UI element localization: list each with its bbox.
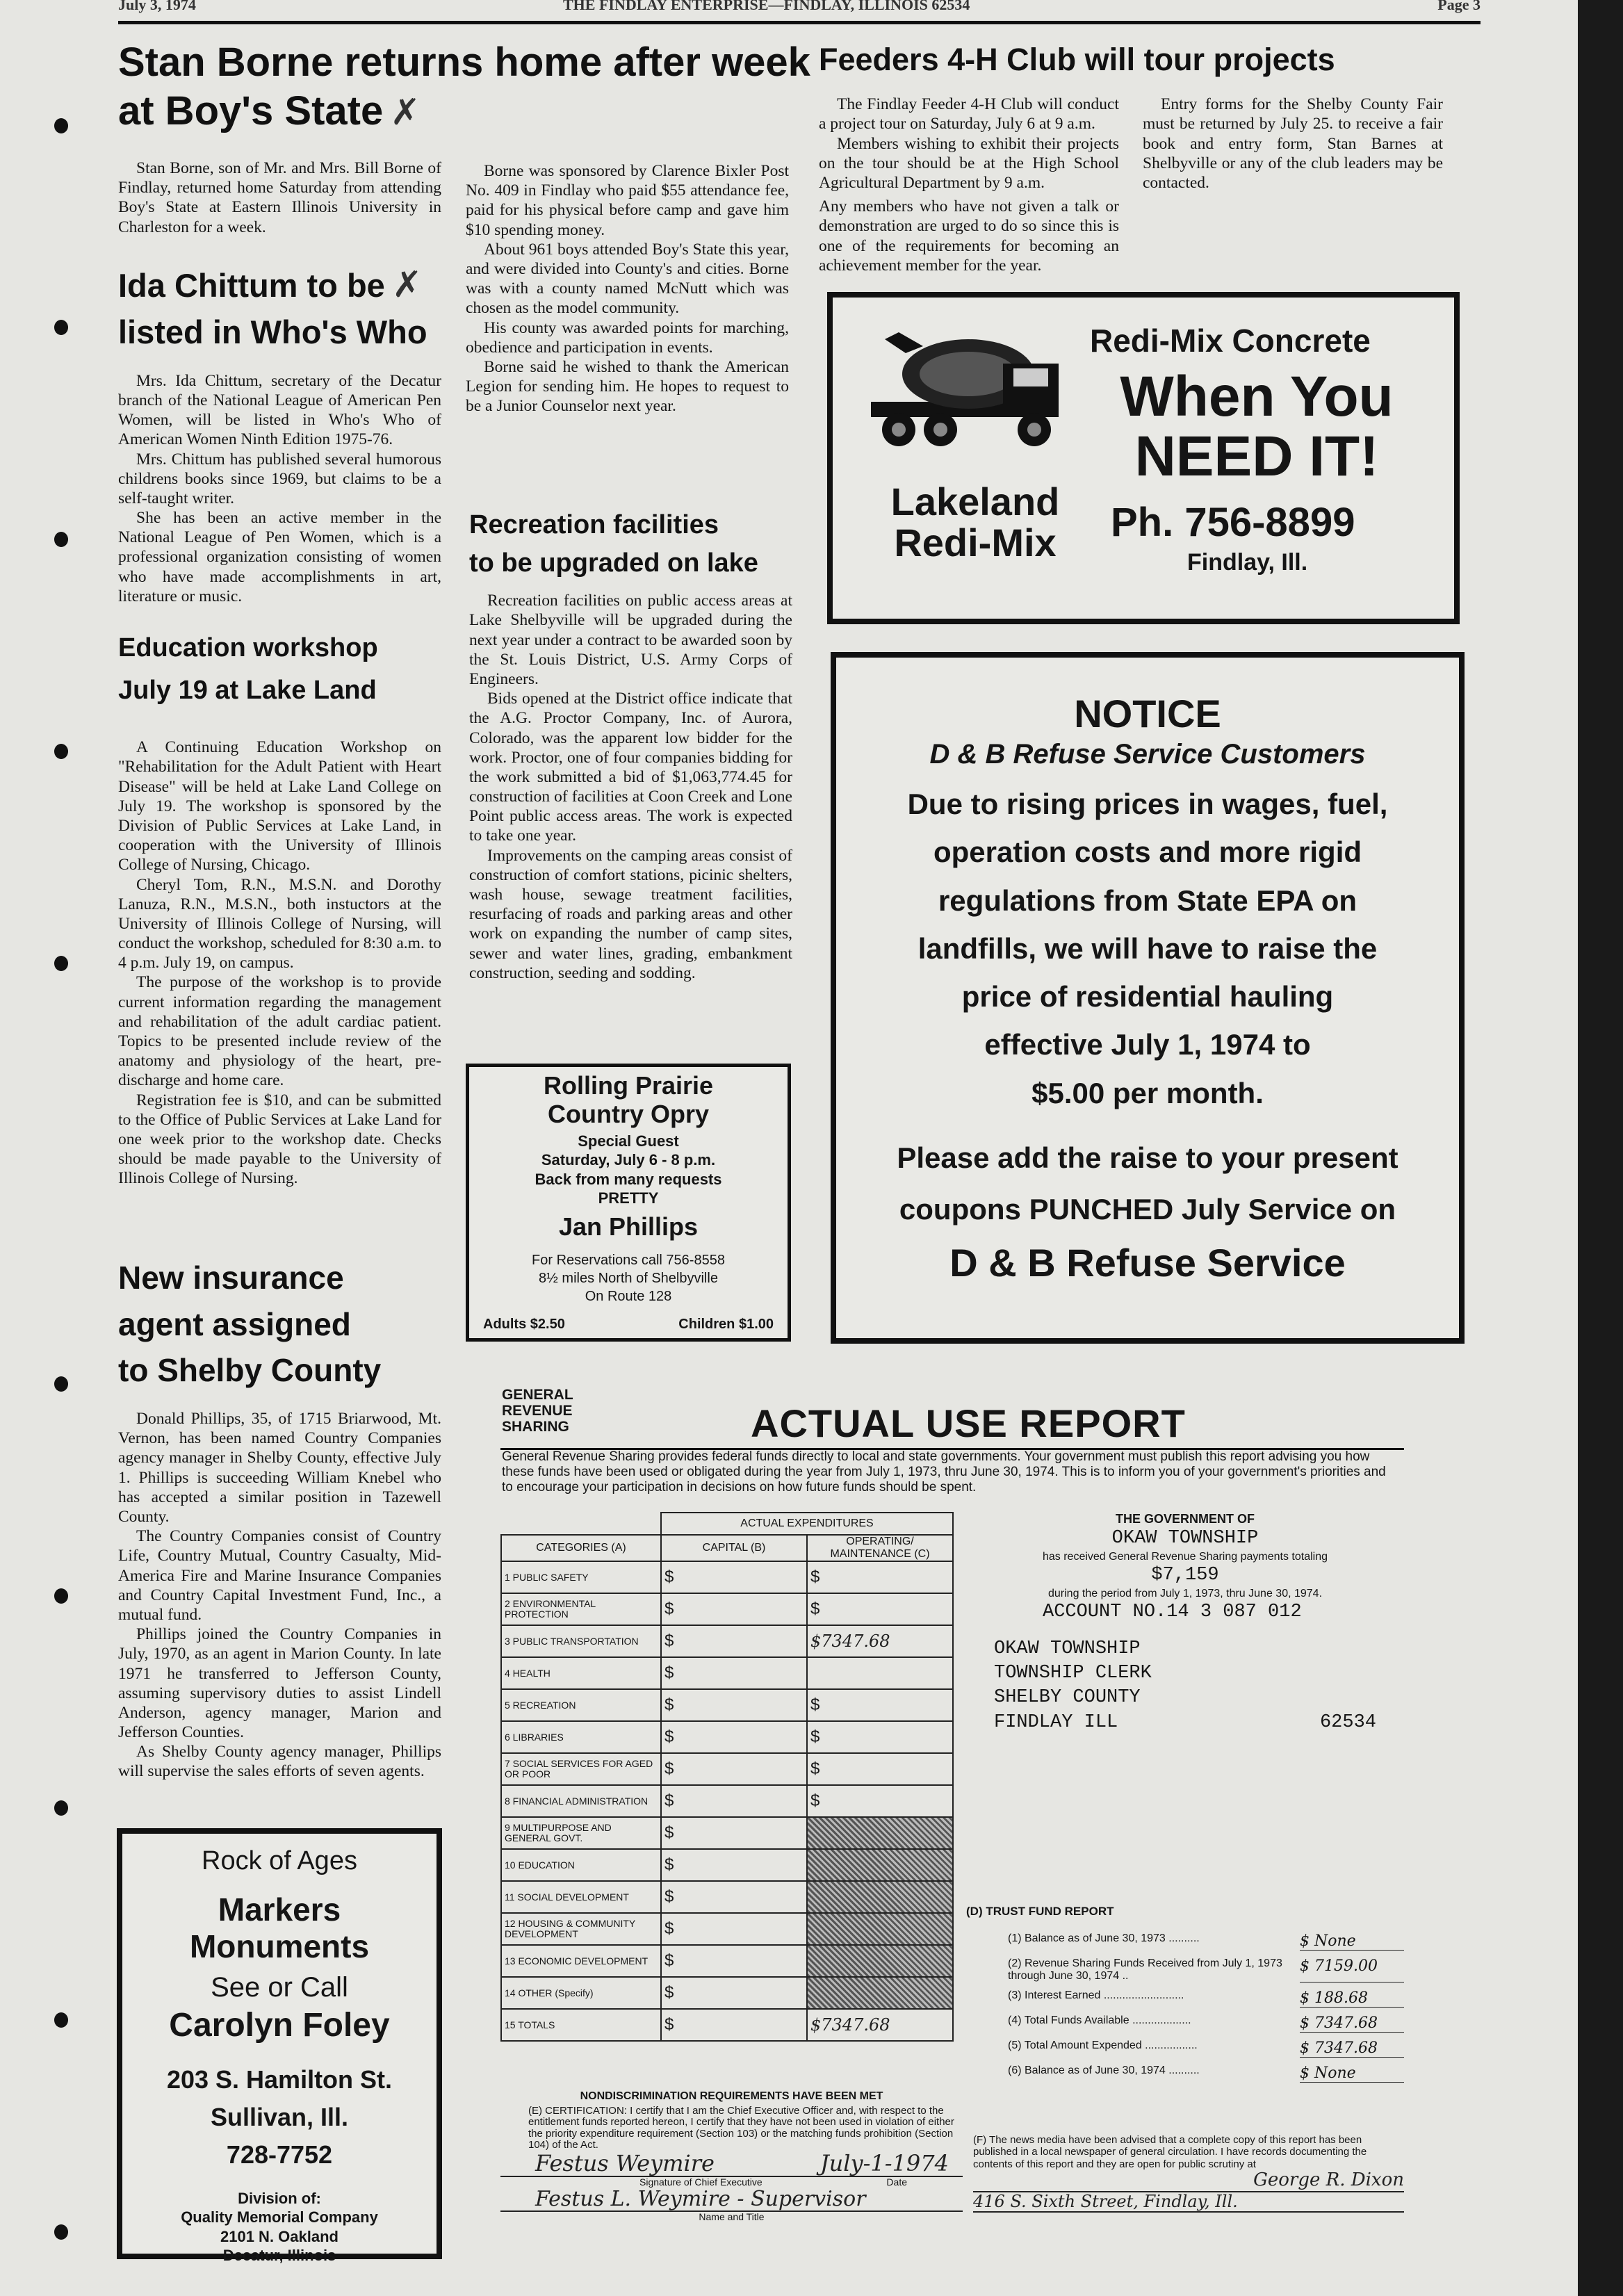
trust-row [1008,2039,1404,2058]
expenditure-operating [807,1817,953,1849]
media-text: (F) The news media have been advised that a complete copy of this report has been published in a local newspaper of general circulation. I have records documenting the contents of this report and they are open for public scrutiny at [973,2134,1367,2170]
feeders-col2 [1143,95,1443,275]
gov-address-4 [966,1711,1404,1735]
binder-hole [54,1800,68,1816]
check-mark-icon: ✗ [391,264,423,306]
opry-pretty: PRETTY [598,1189,659,1207]
rock-ad-see: See or Call [211,1971,348,2003]
trust-value: $ 7347.68 [1300,2014,1404,2033]
media-hand-address: 416 S. Sixth Street, Findlay, Ill. [973,2192,1404,2213]
trust-label: (6) Balance as of June 30, 1974 .......... [1008,2065,1200,2076]
col-header-capital: CAPITAL (B) [661,1535,807,1561]
trust-label: (4) Total Funds Available ................... [1008,2014,1191,2026]
masthead [118,0,1481,24]
notice-line: Due to rising prices in wages, fuel, [907,788,1388,820]
opry-route: On Route 128 [585,1288,672,1304]
concrete-ad-town: Findlay, Ill. [1187,549,1308,576]
notice-line: regulations from State EPA on [938,884,1357,917]
expenditure-category: 9 MULTIPURPOSE AND GENERAL GOVT. [501,1817,661,1849]
expenditure-operating [807,1881,953,1913]
signature-label: Signature of Chief Executive [639,2176,762,2188]
expenditure-operating: $7347.68 [807,2009,953,2041]
opry-child-price: Children $1.00 [678,1317,774,1332]
concrete-ad-company-2: Redi-Mix [894,520,1057,564]
expenditure-category: 8 FINANCIAL ADMINISTRATION [501,1785,661,1817]
rock-ad-name: Carolyn Foley [169,2006,390,2044]
rock-ad-company: Quality Memorial Company [181,2208,378,2226]
borne-headline: Stan Borne returns home after week at Boy's State ✗ [118,40,810,133]
cement-truck-icon [864,325,1066,454]
binder-hole [54,1376,68,1392]
recreation-article [469,506,792,983]
expenditure-category: 6 LIBRARIES [501,1721,661,1753]
expenditure-row [501,2009,953,2041]
rock-ad-title: Rock of Ages [202,1846,357,1875]
expenditure-capital: $ [661,1785,807,1817]
trust-rows [966,1919,1404,2083]
expenditure-capital: $ [661,1913,807,1945]
expenditure-row [501,1881,953,1913]
borne-article-col1 [118,158,441,237]
insurance-paragraph: The Country Companies consist of Country Life, Country Mutual, Country Casualty, Mid-America Fire and Marine Insurance Companies and Country Capital Investment Fund, Inc., a mutual fund. [118,1527,441,1624]
signature-date: July-1-1974 [819,2149,949,2176]
expenditure-row [501,1625,953,1657]
media-block [973,2134,1404,2213]
expenditure-capital: $ [661,1625,807,1657]
expenditure-row [501,1657,953,1689]
notice-line: Please add the raise to your present [897,1141,1398,1175]
signature-line [500,2151,963,2177]
insurance-headline-3: to Shelby County [118,1352,382,1389]
gov-account: ACCOUNT NO.14 3 087 012 [1043,1602,1302,1623]
expenditure-category: 5 RECREATION [501,1689,661,1721]
chittum-article [118,263,441,606]
expenditures-table [500,1512,954,2042]
rock-ad-company-address: 2101 N. Oakland [220,2227,339,2245]
chittum-paragraph: Mrs. Chittum has published several humorous childrens books since 1969, but claims to be a self-taught writer. [118,450,441,507]
binder-hole [54,2224,68,2240]
expenditure-row [501,1945,953,1977]
insurance-paragraph: As Shelby County agency manager, Phillips will supervise the sales efforts of seven agents. [118,1743,441,1781]
expenditure-operating [807,1977,953,2009]
trust-row [1008,1932,1404,1951]
notice-line: price of residential hauling [961,980,1334,1013]
col-header-operating: OPERATING/ MAINTENANCE (C) [807,1535,953,1561]
report-gr-3: SHARING [502,1419,569,1435]
trust-row [1008,2014,1404,2033]
expenditure-operating: $ [807,1721,953,1753]
opry-prices [483,1317,774,1333]
feeders-paragraph: Any members who have not given a talk or demonstration are urged to do so since this is one of the requirements for becoming an achievement member for the year. [819,197,1119,275]
recreation-paragraph: Improvements on the camping areas consist of construction of comfort stations, picinic shelters, wash house, sewage treatment facilities, resurfacing of roads and parking areas and other work on expanding the number of camp sites, sewer and water lines, grading, embankment construction, seeding and sodding. [469,846,792,982]
rock-ad-address: 203 S. Hamilton St. [166,2065,393,2094]
concrete-ad-slogan-2: NEED IT! [1134,425,1379,489]
check-mark-icon: ✗ [390,91,421,133]
binder-hole [54,2012,68,2028]
trust-title: (D) TRUST FUND REPORT [966,1905,1114,1918]
trust-label: (1) Balance as of June 30, 1973 .......... [1008,1932,1200,1944]
binder-hole [54,1588,68,1604]
rock-ad-monuments: Monuments [189,1928,370,1964]
expenditure-row [501,1561,953,1593]
insurance-headline-1: New insurance [118,1260,344,1296]
expenditure-operating: $7347.68 [807,1625,953,1657]
expenditure-row [501,1593,953,1625]
expenditure-capital: $ [661,1561,807,1593]
concrete-ad-tagline: Redi-Mix Concrete [1090,323,1371,359]
gov-period: during the period from July 1, 1973, thru June 30, 1974. [1047,1588,1323,1600]
expenditure-category: 10 EDUCATION [501,1849,661,1881]
opry-date: Saturday, July 6 - 8 p.m. [541,1151,716,1169]
report-gr-label [502,1387,573,1435]
concrete-ad-company [867,482,1083,564]
notice-line: landfills, we will have to raise the [917,931,1378,965]
feeders-headline: Feeders 4-H Club will tour projects [819,42,1335,77]
feeders-paragraph: Entry forms for the Shelby County Fair must be returned by July 25. to receive a fair book and entry form, Stan Barnes at Shelbyville or any of the club leaders may be contacted. [1143,95,1443,192]
notice-line: effective July 1, 1974 to [984,1028,1311,1061]
expenditure-operating [807,1945,953,1977]
rock-ad-phone: 728-7752 [226,2140,333,2169]
binder-hole [54,956,68,971]
date-label: Date [886,2176,907,2188]
expenditure-row [501,1849,953,1881]
expenditure-operating: $ [807,1753,953,1785]
gov-address-3: SHELBY COUNTY [994,1687,1141,1709]
expenditure-capital: $ [661,1849,807,1881]
notice-subtitle: D & B Refuse Service Customers [929,739,1366,770]
masthead-paper: THE FINDLAY ENTERPRISE—FINDLAY, ILLINOIS 62534 [563,0,970,13]
expenditure-category: 13 ECONOMIC DEVELOPMENT [501,1945,661,1977]
borne-paragraph: Borne said he wished to thank the American Legion for sending him. He hopes to request to be a Junior Counselor next year. [466,357,789,416]
expenditure-capital: $ [661,1817,807,1849]
concrete-ad-slogan-1: When You [1120,365,1394,428]
opry-miles: 8½ miles North of Shelbyville [539,1270,718,1286]
opry-title-1: Rolling Prairie [543,1071,714,1100]
expenditure-category: 2 ENVIRONMENTAL PROTECTION [501,1593,661,1625]
actual-use-report [500,1387,1408,2263]
expenditure-operating [807,1913,953,1945]
expenditure-category: 1 PUBLIC SAFETY [501,1561,661,1593]
redi-mix-concrete-ad [827,292,1460,624]
workshop-paragraph: Cheryl Tom, R.N., M.S.N. and Dorothy Lanuza, R.N., M.S.N., both instuctors at the University of Illinois College of Nursing, will conduct the workshop, scheduled for 8:30 a.m. to 4 p.m. July 19, on campus. [118,875,441,972]
workshop-paragraph: The purpose of the workshop is to provide current information regarding the management and rehabilitation of the adult cardiac patient. Topics to be presented include review of the anatomy and physiology of the heart, pre-discharge and home care. [118,973,441,1090]
chittum-paragraph: She has been an active member in the National League of Pen Women, which is a professional organization consisting of women who have made accomplishments in art, literature or music. [118,509,441,605]
col-header-categories: CATEGORIES (A) [501,1535,661,1561]
binder-hole [54,320,68,335]
report-title: ACTUAL USE REPORT [751,1401,1186,1445]
expenditure-operating: $ [807,1689,953,1721]
workshop-headline-1: Education workshop [118,633,378,662]
recreation-headline-1: Recreation facilities [469,510,719,539]
expenditure-operating: $ [807,1785,953,1817]
recreation-headline-2: to be upgraded on lake [469,548,758,578]
expenditure-category: 3 PUBLIC TRANSPORTATION [501,1625,661,1657]
borne-paragraph: Borne was sponsored by Clarence Bixler Post No. 409 in Findlay who paid $55 attendance fee, paid for his physical before camp and gave him $10 spending money. [466,162,789,239]
actual-expenditures-header: ACTUAL EXPENDITURES [661,1513,953,1535]
rock-ad-markers: Markers [218,1891,341,1928]
masthead-date: July 3, 1974 [118,0,196,13]
gov-name: OKAW TOWNSHIP [1111,1528,1259,1549]
borne-article-col2 [466,161,789,416]
expenditure-capital: $ [661,1721,807,1753]
notice-line: coupons PUNCHED July Service on [899,1192,1396,1226]
expenditure-row [501,1721,953,1753]
report-gr-1: GENERAL [502,1387,573,1403]
recreation-paragraph: Recreation facilities on public access areas at Lake Shelbyville will be upgraded during the next year under a contract to be awarded soon by the St. Louis District, U.S. Army Corps of Engineers. [469,592,792,688]
notice-line: operation costs and more rigid [933,836,1362,869]
page-edge-shadow [1578,0,1623,2296]
binder-hole [54,532,68,547]
masthead-page: Page 3 [1437,0,1481,13]
trust-value: $ 188.68 [1300,1989,1404,2008]
trust-fund-report [966,1905,1404,2083]
notice-title: NOTICE [1074,692,1221,735]
concrete-ad-company-1: Lakeland [890,480,1060,523]
rock-ad-company-city: Decatur, Illinois [222,2247,336,2265]
rock-ad-city: Sullivan, Ill. [210,2102,349,2131]
expenditure-capital: $ [661,1945,807,1977]
expenditure-row [501,1817,953,1849]
trust-row [1008,2065,1404,2083]
report-gr-2: REVENUE [502,1403,573,1419]
expenditure-row [501,1977,953,2009]
expenditure-category: 12 HOUSING & COMMUNITY DEVELOPMENT [501,1913,661,1945]
expenditure-category: 11 SOCIAL DEVELOPMENT [501,1881,661,1913]
media-hand-name: George R. Dixon [973,2170,1404,2192]
expenditure-capital: $ [661,1881,807,1913]
trust-label: (3) Interest Earned .......................... [1008,1989,1184,2001]
binder-hole [54,744,68,759]
name-title-line: Festus L. Weymire - Supervisor [500,2188,963,2212]
chittum-headline-1: Ida Chittum to be ✗ [118,264,423,306]
opry-special: Special Guest [578,1132,679,1150]
binder-hole [54,118,68,133]
nondisc-label: NONDISCRIMINATION REQUIREMENTS HAVE BEEN MET [580,2090,883,2102]
expenditure-capital: $ [661,1753,807,1785]
concrete-ad-phone: Ph. 756-8899 [1111,500,1355,545]
opry-adult-price: Adults $2.50 [483,1317,565,1332]
expenditure-category: 7 SOCIAL SERVICES FOR AGED OR POOR [501,1753,661,1785]
chittum-paragraph: Mrs. Ida Chittum, secretary of the Decatur branch of the National League of American Pen Women, will be listed in Who's Who of American Women Ninth Edition 1975-76. [118,371,441,449]
rock-of-ages-ad [117,1828,442,2265]
trust-value: $ None [1300,2065,1404,2083]
borne-paragraph: About 961 boys attended Boy's State this year, and were divided into County's and cities. Borne was with a county named McNutt which was chosen as the model community. [466,240,789,318]
feeders-paragraph: The Findlay Feeder 4-H Club will conduct a project tour on Saturday, July 6 at 9 a.m. [819,95,1119,133]
country-opry-ad [466,1064,791,1342]
gov-received: has received General Revenue Sharing payments totaling [1042,1551,1328,1563]
chittum-headline-2: listed in Who's Who [118,314,427,350]
certification-block [500,2090,963,2223]
trust-value: $ 7347.68 [1300,2039,1404,2058]
borne-paragraph: His county was awarded points for marching, obedience and participation in events. [466,318,789,357]
gov-address-2: TOWNSHIP CLERK [994,1663,1152,1684]
opry-reservations: For Reservations call 756-8558 [532,1252,725,1268]
expenditure-category: 4 HEALTH [501,1657,661,1689]
trust-row [1008,1989,1404,2008]
workshop-paragraph: A Continuing Education Workshop on "Rehabilitation for the Adult Patient with Heart Disease" will be held at Lake Land College on July 19. The workshop is sponsored by the Division of Public Services at Lake Land, in cooperation with the University of Illinois College of Nursing, Chicago. [118,738,441,874]
expenditure-category: 15 TOTALS [501,2009,661,2041]
expenditures-rows [501,1561,953,2041]
expenditure-operating: $ [807,1561,953,1593]
borne-headline-block [118,38,813,135]
opry-back: Back from many requests [535,1170,722,1188]
report-intro: General Revenue Sharing provides federal funds directly to local and state governments. Your government must publish this report advising you how these funds have been used or obligated during the year from July 1, 1973, thru June 30, 1974. This is to inform you of your government's priorities and to encourage your participation in decisions on how future funds should be spent. [502,1449,1386,1495]
expenditure-operating: $ [807,1593,953,1625]
gov-address-1: OKAW TOWNSHIP [994,1638,1141,1660]
expenditure-category: 14 OTHER (Specify) [501,1977,661,2009]
expenditure-capital: $ [661,1593,807,1625]
gov-city: FINDLAY ILL [994,1711,1118,1733]
signature: Festus Weymire [535,2149,715,2176]
borne-paragraph: Stan Borne, son of Mr. and Mrs. Bill Borne of Findlay, returned home Saturday from attending Boy's State at Eastern Illinois University in Charleston for a week. [118,159,441,236]
expenditure-capital: $ [661,1689,807,1721]
expenditure-capital: $ [661,2009,807,2041]
feeders-article [819,40,1444,275]
opry-guest-name: Jan Phillips [558,1212,699,1241]
insurance-paragraph: Donald Phillips, 35, of 1715 Briarwood, Mt. Vernon, has been named Country Companies agency manager in Shelby County, effective July 1. Phillips is succeeding William Knebel who has accepted a similar position in Tazewell County. [118,1410,441,1526]
notice-company: D & B Refuse Service [949,1241,1346,1285]
gov-zip: 62534 [1319,1711,1376,1733]
trust-label: (2) Revenue Sharing Funds Received from July 1, 1973 through June 30, 1974 .. [1008,1957,1282,1982]
insurance-headline-2: agent assigned [118,1305,351,1342]
workshop-paragraph: Registration fee is $10, and can be submitted to the Office of Public Services at Lake Land for one week prior to the workshop date. Checks should be made payable to the University of Illinois College of Nursing. [118,1091,441,1188]
feeders-col1 [819,95,1119,275]
feeders-paragraph: Members wishing to exhibit their projects on the tour should be at the High School Agricultural Department by 9 a.m. [819,134,1119,192]
expenditure-row [501,1753,953,1785]
concrete-ad-slogan [1083,367,1430,487]
expenditure-row [501,1689,953,1721]
government-block [966,1512,1404,1735]
gov-amount: $7,159 [1151,1565,1219,1586]
expenditure-capital: $ [661,1657,807,1689]
workshop-headline-2: July 19 at Lake Land [118,676,377,706]
opry-title-2: Country Opry [547,1100,709,1129]
insurance-paragraph: Phillips joined the Country Companies in July, 1970, as an agent in Marion County. In late 1971 he transferred to Jefferson County, assuming supervisory duties to assist Lindell Anderson, agency manager, Marion and Jefferson Counties. [118,1625,441,1742]
expenditure-operating [807,1849,953,1881]
rock-ad-division: Division of: [238,2189,321,2207]
trust-value: $ None [1300,1932,1404,1951]
gov-label: THE GOVERNMENT OF [1115,1512,1255,1526]
expenditure-capital: $ [661,1977,807,2009]
trust-row [1008,1957,1404,1982]
workshop-article [118,629,441,1189]
signature-labels [500,2177,963,2188]
cert-text: (E) CERTIFICATION: I certify that I am the Chief Executive Officer and, with respect to the entitlement funds reported hereon, I certify that they have not been used in violation of either the priority expenditure requirement (Section 103) or the matching funds prohibition (Section 104) of the Act. [528,2104,954,2151]
trust-label: (5) Total Amount Expended ................. [1008,2039,1198,2051]
recreation-paragraph: Bids opened at the District office indicate that the A.G. Proctor Company, Inc. of Aurora, Colorado, was the apparent low bidder for the work. Proctor, one of four companies bidding for the work submitted a bid of $1,063,774.45 for construction of facilities at Coon Creek and Lone Point public access areas. The work is expected to take one year. [469,690,792,845]
expenditure-row [501,1785,953,1817]
refuse-notice-ad [831,652,1465,1344]
insurance-article [118,1255,441,1782]
name-title-label: Name and Title [699,2211,765,2223]
trust-value: $ 7159.00 [1300,1957,1404,1982]
expenditure-row [501,1913,953,1945]
expenditure-operating [807,1657,953,1689]
notice-price: $5.00 per month. [1031,1076,1264,1109]
